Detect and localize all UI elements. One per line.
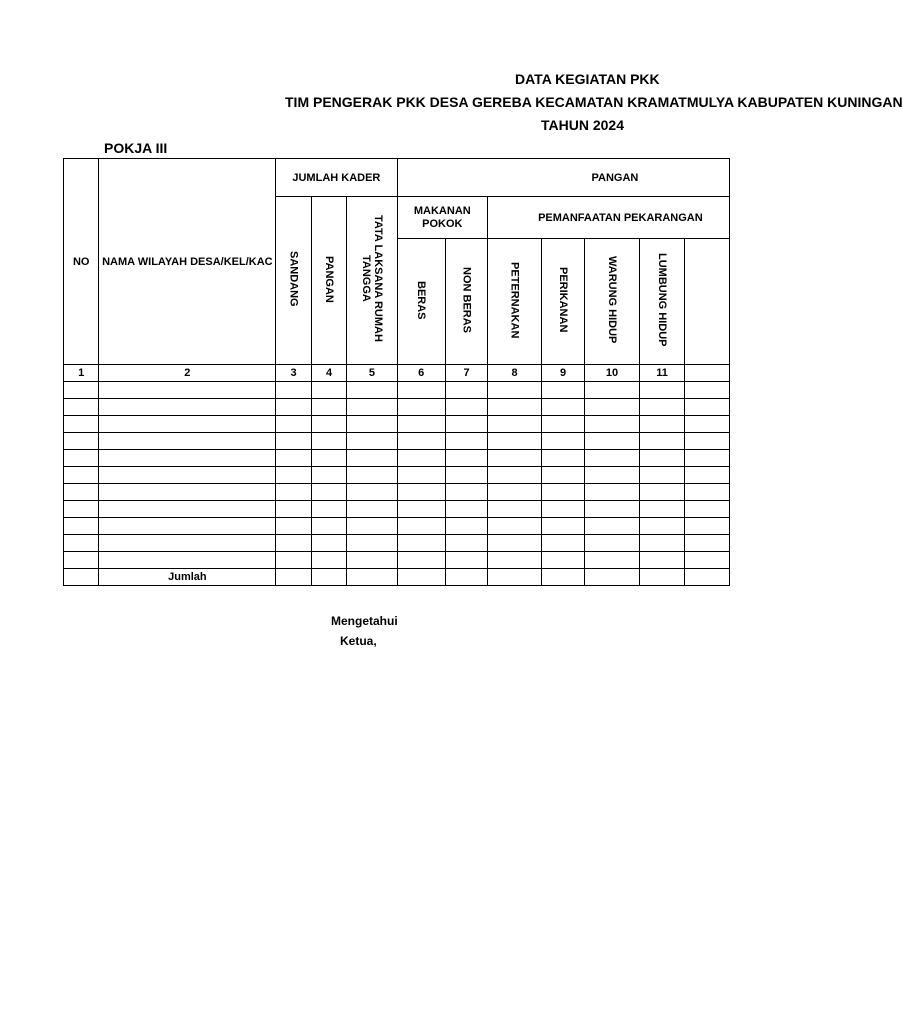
table-cell	[685, 501, 730, 518]
table-cell	[639, 501, 684, 518]
table-cell	[488, 467, 542, 484]
table-cell	[99, 399, 276, 416]
table-cell	[541, 399, 584, 416]
table-cell	[311, 416, 347, 433]
table-cell	[585, 433, 640, 450]
table-cell	[445, 484, 487, 501]
header-pangan-group: PANGAN	[397, 159, 730, 197]
table-cell	[488, 501, 542, 518]
table-row	[64, 433, 730, 450]
table-cell	[99, 450, 276, 467]
header-pangan-kader-cell	[311, 197, 347, 365]
table-cell	[685, 518, 730, 535]
header-perikanan: PERIKANAN	[557, 267, 570, 333]
column-number: 3	[276, 365, 312, 382]
header-non-beras-cell	[445, 239, 487, 365]
table-cell	[276, 569, 312, 586]
table-cell	[685, 569, 730, 586]
total-label: Jumlah	[99, 569, 276, 586]
table-cell	[445, 518, 487, 535]
table-cell	[64, 399, 99, 416]
table-row	[64, 399, 730, 416]
table-cell	[347, 399, 397, 416]
table-cell	[639, 552, 684, 569]
table-cell	[276, 467, 312, 484]
table-cell	[311, 535, 347, 552]
table-cell	[276, 382, 312, 399]
table-cell	[445, 552, 487, 569]
table-cell	[639, 467, 684, 484]
table-cell	[64, 501, 99, 518]
table-cell	[397, 552, 445, 569]
header-lumbung-hidup-cell	[639, 239, 684, 365]
table-cell	[488, 552, 542, 569]
table-cell	[311, 569, 347, 586]
table-cell	[99, 535, 276, 552]
table-cell	[276, 552, 312, 569]
column-number: 11	[639, 365, 684, 382]
table-row	[64, 382, 730, 399]
table-cell	[541, 416, 584, 433]
table-cell	[397, 501, 445, 518]
signature-acknowledged: Mengetahui	[331, 614, 398, 628]
table-cell	[276, 416, 312, 433]
table-cell	[445, 569, 487, 586]
table-cell	[99, 433, 276, 450]
table-cell	[99, 382, 276, 399]
header-no: NO	[64, 159, 99, 365]
table-cell	[639, 569, 684, 586]
section-label: POKJA III	[104, 140, 168, 156]
table-cell	[585, 518, 640, 535]
table-cell	[585, 467, 640, 484]
table-cell	[541, 569, 584, 586]
document-subtitle: TIM PENGERAK PKK DESA GEREBA KECAMATAN KRAMATMULYA KABUPATEN KUNINGAN	[285, 94, 903, 110]
table-cell	[347, 518, 397, 535]
table-cell	[585, 552, 640, 569]
header-jumlah-kader: JUMLAH KADER	[276, 159, 397, 197]
table-row	[64, 518, 730, 535]
table-row	[64, 416, 730, 433]
table-cell	[64, 416, 99, 433]
table-cell	[397, 569, 445, 586]
table-cell	[445, 416, 487, 433]
table-row	[64, 501, 730, 518]
table-cell	[585, 450, 640, 467]
table-cell	[311, 467, 347, 484]
table-cell	[64, 484, 99, 501]
table-row	[64, 535, 730, 552]
table-cell	[685, 399, 730, 416]
header-peternakan: PETERNAKAN	[508, 261, 521, 339]
header-makanan-pokok: MAKANAN POKOK	[397, 197, 488, 239]
header-beras: BERAS	[415, 280, 428, 320]
table-cell	[276, 399, 312, 416]
table-cell	[397, 535, 445, 552]
table-cell	[685, 484, 730, 501]
column-number: 1	[64, 365, 99, 382]
table-cell	[445, 501, 487, 518]
table-cell	[488, 416, 542, 433]
table-cell	[585, 382, 640, 399]
table-cell	[311, 399, 347, 416]
column-number: 4	[311, 365, 347, 382]
table-cell	[488, 518, 542, 535]
table-cell	[585, 569, 640, 586]
header-pangan-kader: PANGAN	[323, 255, 336, 303]
column-number: 5	[347, 365, 397, 382]
table-cell	[639, 450, 684, 467]
table-cell	[585, 399, 640, 416]
table-cell	[397, 518, 445, 535]
table-cell	[685, 450, 730, 467]
table-cell	[347, 467, 397, 484]
table-cell	[64, 433, 99, 450]
header-overflow-cell	[685, 239, 730, 365]
table-cell	[541, 552, 584, 569]
table-cell	[445, 433, 487, 450]
table-cell	[397, 433, 445, 450]
table-cell	[347, 382, 397, 399]
table-cell	[311, 501, 347, 518]
table-cell	[685, 433, 730, 450]
table-cell	[445, 399, 487, 416]
table-cell	[488, 382, 542, 399]
column-number: 7	[445, 365, 487, 382]
table-cell	[276, 535, 312, 552]
table-cell	[639, 518, 684, 535]
table-cell	[347, 535, 397, 552]
table-cell	[397, 382, 445, 399]
table-cell	[397, 467, 445, 484]
header-pemanfaatan-pekarangan: PEMANFAATAN PEKARANGAN	[488, 197, 730, 239]
table-cell	[347, 416, 397, 433]
table-cell	[488, 535, 542, 552]
table-cell	[347, 484, 397, 501]
table-cell	[397, 484, 445, 501]
table-cell	[311, 433, 347, 450]
table-cell	[639, 416, 684, 433]
table-cell	[99, 518, 276, 535]
column-number: 6	[397, 365, 445, 382]
total-row	[64, 569, 730, 586]
table-cell	[639, 399, 684, 416]
table-cell	[99, 501, 276, 518]
table-cell	[311, 484, 347, 501]
table-cell	[397, 399, 445, 416]
header-sandang: SANDANG	[287, 251, 300, 307]
table-cell	[99, 484, 276, 501]
header-warung-hidup-cell	[585, 239, 640, 365]
header-perikanan-cell	[541, 239, 584, 365]
column-number: 8	[488, 365, 542, 382]
table-cell	[397, 416, 445, 433]
table-cell	[311, 552, 347, 569]
column-number: 9	[541, 365, 584, 382]
table-cell	[445, 450, 487, 467]
table-cell	[64, 535, 99, 552]
document-year: TAHUN 2024	[541, 117, 624, 133]
table-cell	[541, 450, 584, 467]
table-cell	[541, 535, 584, 552]
table-cell	[541, 501, 584, 518]
table-cell	[585, 484, 640, 501]
table-cell	[685, 535, 730, 552]
table-cell	[64, 518, 99, 535]
table-cell	[276, 518, 312, 535]
table-cell	[276, 501, 312, 518]
table-row	[64, 450, 730, 467]
header-warung-hidup: WARUNG HIDUP	[606, 256, 619, 344]
table-row	[64, 484, 730, 501]
table-cell	[445, 467, 487, 484]
table-cell	[311, 382, 347, 399]
table-cell	[64, 467, 99, 484]
table-cell	[347, 552, 397, 569]
table-cell	[347, 450, 397, 467]
table-cell	[685, 416, 730, 433]
table-cell	[276, 450, 312, 467]
table-row	[64, 552, 730, 569]
table-cell	[541, 484, 584, 501]
table-cell	[276, 484, 312, 501]
table-cell	[488, 399, 542, 416]
table-cell	[639, 433, 684, 450]
table-cell	[445, 535, 487, 552]
header-tata-laksana-cell	[347, 197, 397, 365]
table-cell	[99, 552, 276, 569]
table-cell	[585, 501, 640, 518]
signature-role: Ketua,	[340, 634, 377, 648]
table-cell	[64, 382, 99, 399]
table-cell	[347, 501, 397, 518]
document-title: DATA KEGIATAN PKK	[515, 71, 660, 87]
header-sandang-cell	[276, 197, 312, 365]
column-number-row	[64, 365, 730, 382]
header-lumbung-hidup: LUMBUNG HIDUP	[656, 253, 669, 347]
column-number	[685, 365, 730, 382]
table-cell	[541, 382, 584, 399]
header-tata-laksana: TATA LAKSANA RUMAH TANGGA	[359, 214, 384, 342]
table-cell	[276, 433, 312, 450]
header-beras-cell	[397, 239, 445, 365]
table-cell	[347, 569, 397, 586]
table-body	[64, 382, 730, 569]
table-row	[64, 467, 730, 484]
table-cell	[488, 484, 542, 501]
table-cell	[685, 552, 730, 569]
table-cell	[488, 450, 542, 467]
table-cell	[541, 518, 584, 535]
table-cell	[488, 433, 542, 450]
table-cell	[64, 552, 99, 569]
header-nama-wilayah: NAMA WILAYAH DESA/KEL/KAC	[99, 159, 276, 365]
table-cell	[585, 416, 640, 433]
data-table	[63, 158, 730, 586]
table-cell	[541, 467, 584, 484]
table-cell	[99, 416, 276, 433]
table-cell	[64, 450, 99, 467]
table-cell	[639, 484, 684, 501]
table-cell	[685, 382, 730, 399]
table-cell	[347, 433, 397, 450]
table-cell	[445, 382, 487, 399]
table-cell	[64, 569, 99, 586]
table-cell	[685, 467, 730, 484]
column-number: 2	[99, 365, 276, 382]
table-cell	[311, 450, 347, 467]
header-peternakan-cell	[488, 239, 542, 365]
table-cell	[639, 535, 684, 552]
header-non-beras: NON BERAS	[460, 266, 473, 333]
table-cell	[585, 535, 640, 552]
table-cell	[488, 569, 542, 586]
column-number: 10	[585, 365, 640, 382]
table-cell	[639, 382, 684, 399]
table-cell	[541, 433, 584, 450]
table-cell	[397, 450, 445, 467]
table-cell	[99, 467, 276, 484]
table-cell	[311, 518, 347, 535]
